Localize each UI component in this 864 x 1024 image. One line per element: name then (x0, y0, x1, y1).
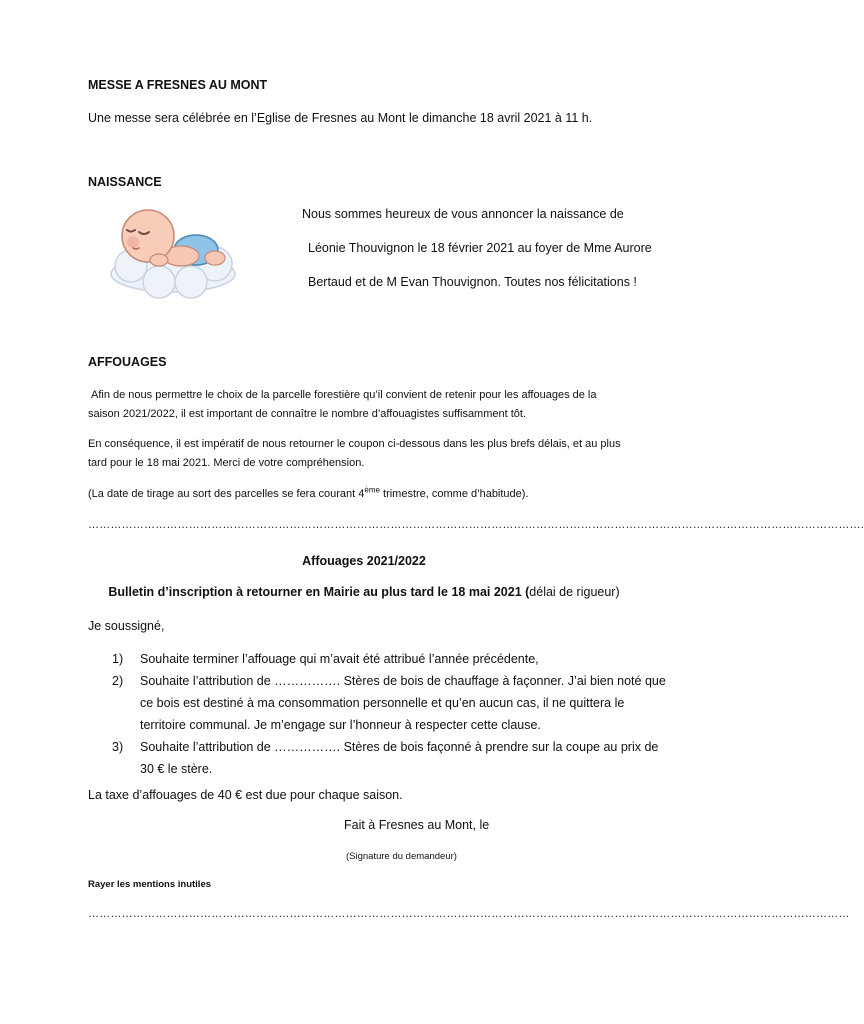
affouages-para2-line1: En conséquence, il est impératif de nous retourner le coupon ci-dessous dans les plus brefs délais, et au plus (88, 438, 621, 450)
affouages-para1-line2: saison 2021/2022, il est important de connaître le nombre d’affouagistes suffisamment tôt. (88, 408, 527, 420)
form-options-list (112, 648, 666, 780)
affouages-para3 (88, 485, 529, 500)
option-number: 2) (112, 674, 124, 688)
form-option-2 (112, 670, 666, 736)
affouages-heading: AFFOUAGES (88, 355, 167, 369)
form-subtitle-normal: délai de rigueur) (529, 585, 620, 599)
affouages-para2-line2: tard pour le 18 mai 2021. Merci de votre compréhension. (88, 457, 365, 469)
form-tax: La taxe d’affouages de 40 € est due pour chaque saison. (88, 788, 403, 802)
cut-separator: ………………………………………………………………………………………………………………………………………………………………………………………. (88, 519, 864, 531)
form-signature: (Signature du demandeur) (346, 851, 457, 862)
form-option-3 (112, 736, 666, 780)
para3-after: trimestre, comme d’habitude). (379, 488, 529, 500)
option-line: Souhaite l’attribution de ……………. Stères de bois de chauffage à façonner. J’ai bien noté que (140, 674, 666, 688)
para3-sup: ème (364, 485, 380, 495)
option-line: ce bois est destiné à ma consommation personnelle et qu’en aucun cas, il ne quittera le (140, 696, 625, 710)
birth-line-1: Nous sommes heureux de vous annoncer la naissance de (302, 207, 624, 221)
option-line: Souhaite l’attribution de ……………. Stères de bois façonné à prendre sur la coupe au prix de (140, 740, 659, 754)
form-subtitle (0, 585, 728, 599)
affouages-para1-line1: Afin de nous permettre le choix de la parcelle forestière qu’il convient de retenir pour les affouages de la (91, 389, 597, 401)
option-number: 1) (112, 652, 124, 666)
form-option-1 (112, 648, 666, 670)
option-line: territoire communal. Je m’engage sur l’honneur à respecter cette clause. (140, 718, 541, 732)
option-line: Souhaite terminer l’affouage qui m’avait été attribué l’année précédente, (140, 652, 539, 666)
option-number: 3) (112, 740, 124, 754)
birth-line-3: Bertaud et de M Evan Thouvignon. Toutes nos félicitations ! (308, 275, 637, 289)
form-intro: Je soussigné, (88, 619, 165, 633)
birth-heading: NAISSANCE (88, 175, 162, 189)
form-strike-note: Rayer les mentions inutiles (88, 879, 212, 890)
form-subtitle-bold: Bulletin d’inscription à retourner en Mairie au plus tard le 18 mai 2021 ( (108, 585, 530, 599)
birth-line-2: Léonie Thouvignon le 18 février 2021 au foyer de Mme Aurore (308, 241, 652, 255)
bottom-separator: …………………………………………………………………………………………………………………………………………………………………………………… (88, 908, 850, 920)
form-title: Affouages 2021/2022 (302, 554, 426, 568)
para3-before: (La date de tirage au sort des parcelles se fera courant 4 (88, 488, 365, 500)
option-line: 30 € le stère. (140, 762, 213, 776)
mass-text: Une messe sera célébrée en l’Eglise de Fresnes au Mont le dimanche 18 avril 2021 à 11 h. (88, 111, 593, 125)
mass-heading: MESSE A FRESNES AU MONT (88, 78, 268, 92)
sleeping-baby-icon (103, 198, 243, 302)
form-done-at: Fait à Fresnes au Mont, le (344, 818, 490, 832)
